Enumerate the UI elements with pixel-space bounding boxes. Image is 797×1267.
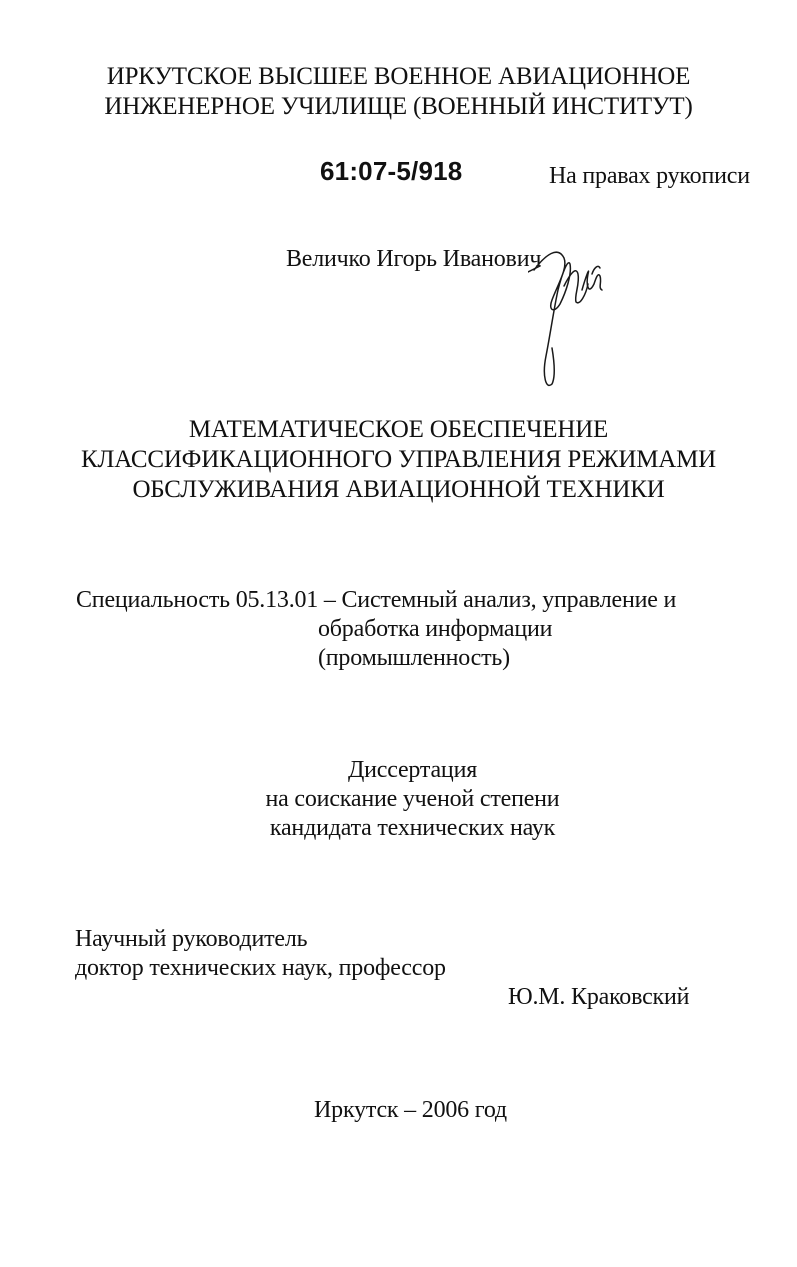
institution-line-1: ИРКУТСКОЕ ВЫСШЕЕ ВОЕННОЕ АВИАЦИОННОЕ — [106, 63, 691, 90]
handwritten-signature-icon — [528, 244, 608, 396]
specialty-line-3: (промышленность) — [318, 645, 510, 671]
supervisor-name: Ю.М. Краковский — [508, 984, 690, 1010]
title-line-3: ОБСЛУЖИВАНИЯ АВИАЦИОННОЙ ТЕХНИКИ — [132, 476, 665, 503]
specialty-line-1: Специальность 05.13.01 – Системный анализ, управление и — [76, 587, 677, 613]
classification-code: 61:07-5/918 — [320, 156, 463, 186]
manuscript-status: На правах рукописи — [549, 163, 750, 189]
degree-line-3: кандидата технических наук — [269, 815, 556, 841]
specialty-line-2: обработка информации — [318, 616, 553, 642]
institution-line-2: ИНЖЕНЕРНОЕ УЧИЛИЩЕ (ВОЕННЫЙ ИНСТИТУТ) — [104, 93, 693, 120]
supervisor-role: Научный руководитель — [75, 926, 308, 952]
title-line-2: КЛАССИФИКАЦИОННОГО УПРАВЛЕНИЯ РЕЖИМАМИ — [81, 446, 716, 473]
supervisor-credentials: доктор технических наук, профессор — [75, 955, 446, 981]
author-name: Величко Игорь Иванович — [286, 246, 542, 272]
title-line-1: МАТЕМАТИЧЕСКОЕ ОБЕСПЕЧЕНИЕ — [188, 416, 609, 443]
place-year: Иркутск – 2006 год — [314, 1097, 507, 1123]
degree-line-2: на соискание ученой степени — [265, 786, 560, 812]
degree-line-1: Диссертация — [347, 757, 478, 783]
